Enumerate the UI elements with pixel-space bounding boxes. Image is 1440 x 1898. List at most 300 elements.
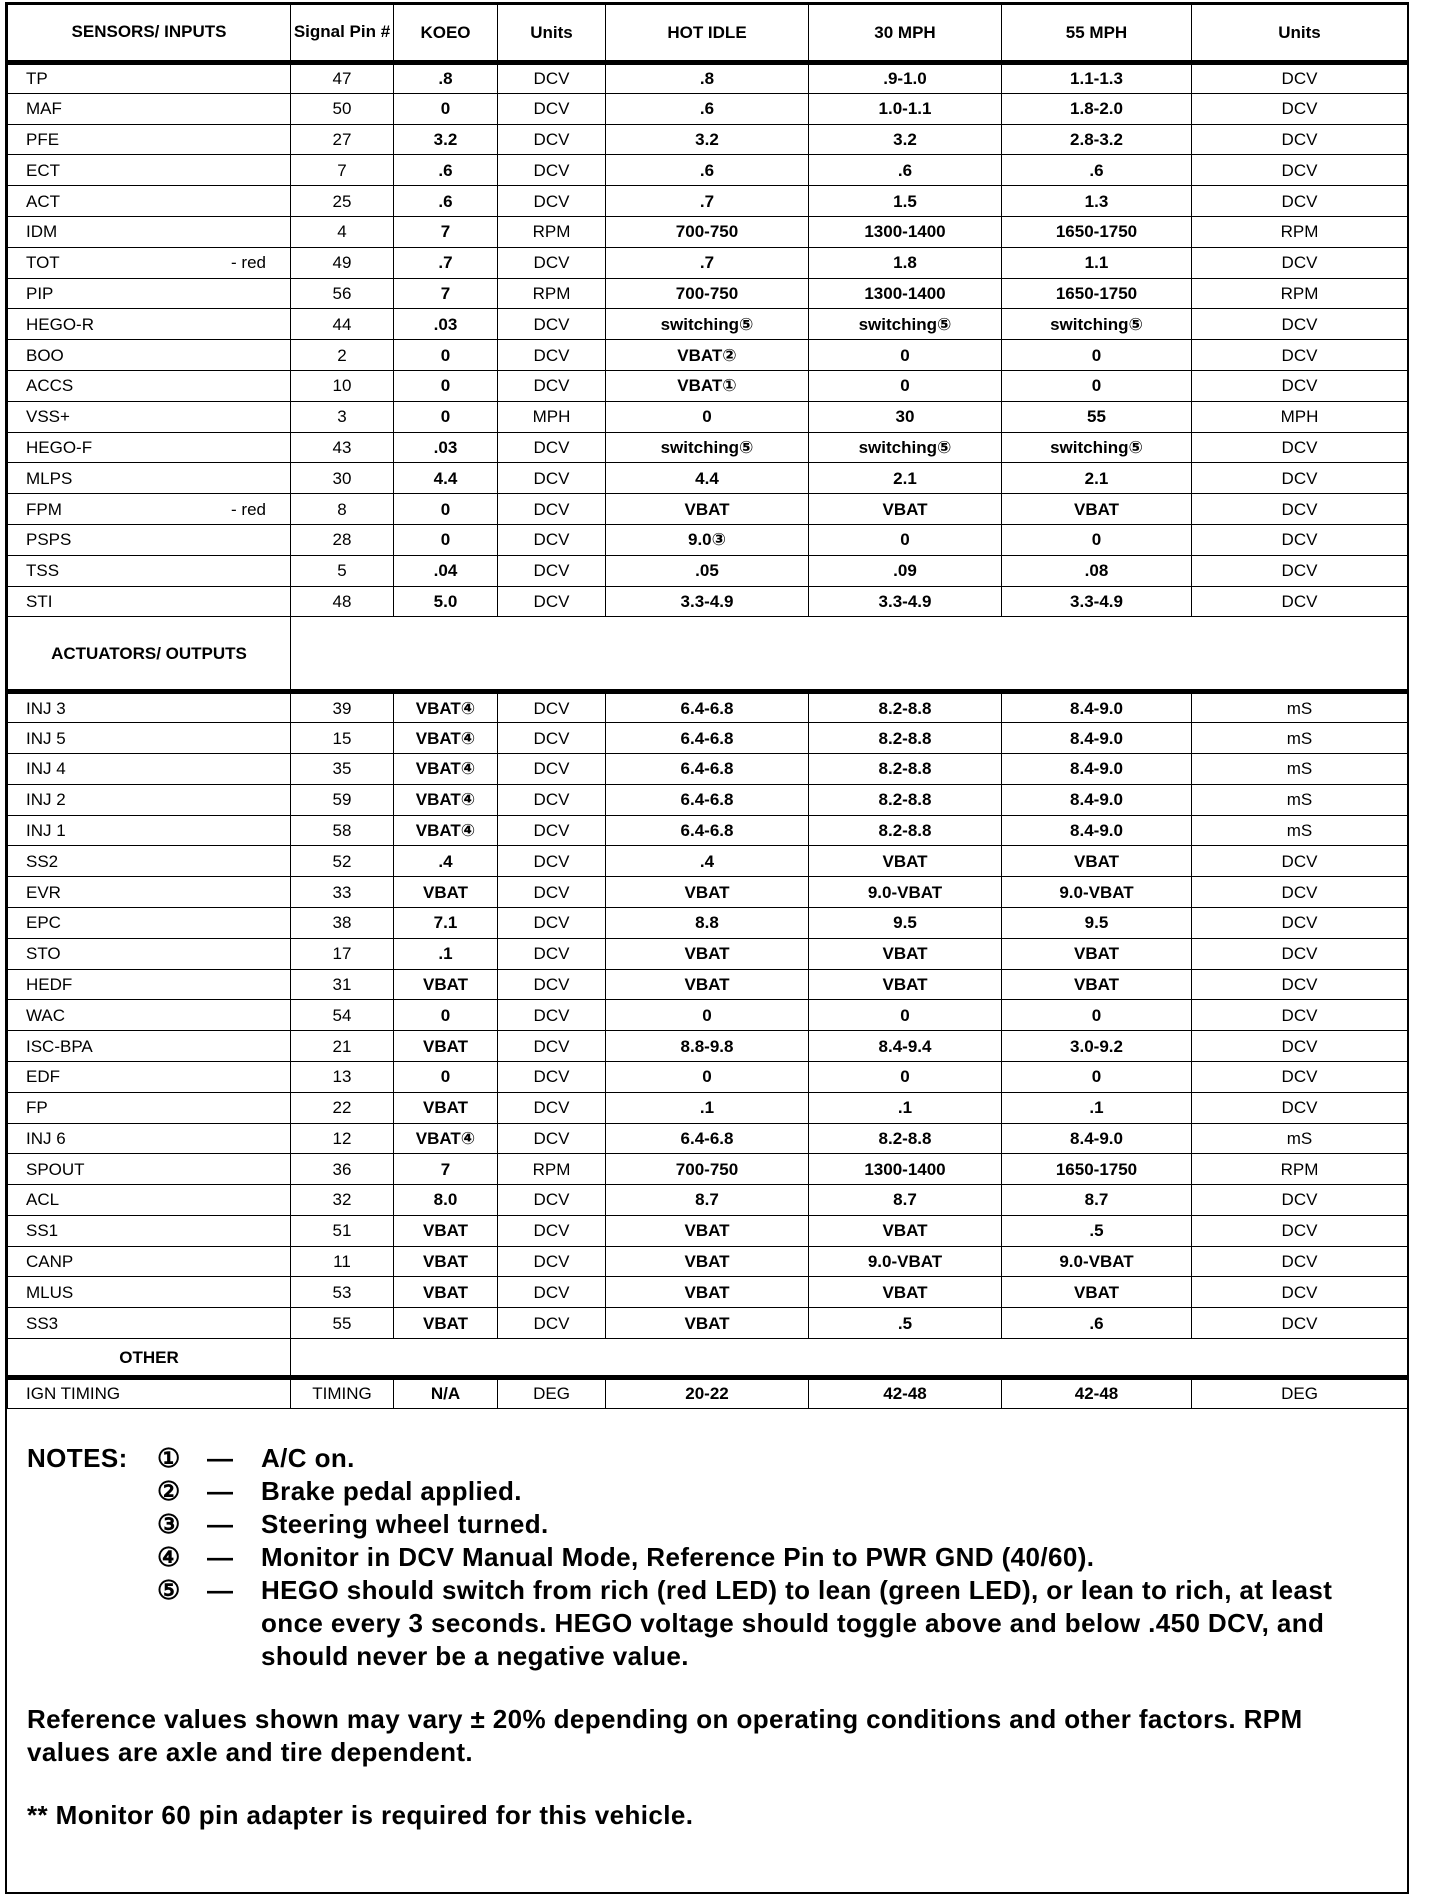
mph55-cell: 1.8-2.0 <box>1002 93 1192 124</box>
units-cell: DCV <box>498 186 606 217</box>
units-cell: DCV <box>498 247 606 278</box>
row-name: SPOUT <box>26 1159 85 1179</box>
units-cell: DCV <box>1192 1308 1408 1339</box>
koeo-cell: VBAT④ <box>394 723 498 754</box>
row-name: VSS+ <box>26 407 70 427</box>
note-item <box>27 1442 1387 1475</box>
table-row <box>8 586 1408 617</box>
mph55-cell: VBAT <box>1002 938 1192 969</box>
notes-heading <box>27 1475 157 1508</box>
signal-pin-cell: 52 <box>291 846 394 877</box>
table-row <box>8 938 1408 969</box>
mph55-cell: 2.8-3.2 <box>1002 124 1192 155</box>
units-cell: DCV <box>498 155 606 186</box>
signal-pin-cell: 48 <box>291 586 394 617</box>
row-label <box>8 370 291 401</box>
koeo-cell: 0 <box>394 370 498 401</box>
units-cell: DCV <box>1192 938 1408 969</box>
mph30-cell: VBAT <box>809 938 1002 969</box>
mph30-cell: 1.0-1.1 <box>809 93 1002 124</box>
row-name: STO <box>26 944 61 964</box>
table-row <box>8 432 1408 463</box>
signal-pin-cell: 51 <box>291 1215 394 1246</box>
units-cell: DCV <box>1192 877 1408 908</box>
table-row <box>8 1215 1408 1246</box>
row-name: INJ 1 <box>26 820 66 840</box>
row-name: INJ 6 <box>26 1128 66 1148</box>
mph30-cell: 0 <box>809 370 1002 401</box>
table-row <box>8 1031 1408 1062</box>
units-cell: DCV <box>498 340 606 371</box>
hot-idle-cell: .6 <box>606 155 809 186</box>
row-label <box>8 723 291 754</box>
hot-idle-cell: .7 <box>606 247 809 278</box>
units-cell: DCV <box>498 370 606 401</box>
mph30-cell: 1300-1400 <box>809 216 1002 247</box>
row-label <box>8 1000 291 1031</box>
note-dash: — <box>207 1443 234 1473</box>
mph30-cell: 1.5 <box>809 186 1002 217</box>
hot-idle-cell: .8 <box>606 63 809 94</box>
notes-heading <box>27 1574 157 1673</box>
koeo-cell: 8.0 <box>394 1185 498 1216</box>
signal-pin-cell: 21 <box>291 1031 394 1062</box>
mph55-cell: 1650-1750 <box>1002 216 1192 247</box>
row-label <box>8 463 291 494</box>
units-cell: DCV <box>1192 555 1408 586</box>
row-name: INJ 4 <box>26 759 66 779</box>
mph55-cell: .5 <box>1002 1215 1192 1246</box>
mph55-cell: 0 <box>1002 1000 1192 1031</box>
table-row <box>8 401 1408 432</box>
mph55-cell: 8.4-9.0 <box>1002 723 1192 754</box>
note-item <box>27 1541 1387 1574</box>
mph55-cell: .6 <box>1002 155 1192 186</box>
units-cell: MPH <box>1192 401 1408 432</box>
table-row <box>8 463 1408 494</box>
koeo-cell: .03 <box>394 309 498 340</box>
header-signal-pin: Signal Pin # <box>291 5 394 63</box>
note-dash: — <box>207 1476 234 1506</box>
koeo-cell: VBAT <box>394 877 498 908</box>
mph55-cell: 3.3-4.9 <box>1002 586 1192 617</box>
other-section-spacer <box>291 1339 1408 1378</box>
row-label <box>8 1215 291 1246</box>
mph30-cell: .5 <box>809 1308 1002 1339</box>
units-cell: DCV <box>1192 1092 1408 1123</box>
actuators-outputs-section-label: ACTUATORS/ OUTPUTS <box>8 617 291 692</box>
mph55-cell: switching⑤ <box>1002 432 1192 463</box>
note-number: ① <box>157 1443 181 1473</box>
row-label <box>8 340 291 371</box>
signal-pin-cell: 10 <box>291 370 394 401</box>
mph30-cell: .09 <box>809 555 1002 586</box>
table-row <box>8 524 1408 555</box>
note-text: Monitor in DCV Manual Mode, Reference Pin to PWR GND (40/60). <box>261 1542 1095 1572</box>
note-item <box>27 1508 1387 1541</box>
signal-pin-cell: 28 <box>291 524 394 555</box>
row-name: ACT <box>26 191 60 211</box>
hot-idle-cell: 6.4-6.8 <box>606 692 809 723</box>
table-row <box>8 1246 1408 1277</box>
units-cell: DCV <box>1192 309 1408 340</box>
notes-section <box>27 1442 1387 1832</box>
actuators-outputs-section <box>8 617 1408 692</box>
row-label <box>8 692 291 723</box>
note-dash: — <box>207 1542 234 1572</box>
table-row <box>8 124 1408 155</box>
mph30-cell: 8.2-8.8 <box>809 723 1002 754</box>
hot-idle-cell: VBAT <box>606 494 809 525</box>
row-name: PFE <box>26 129 60 149</box>
units-cell: RPM <box>498 1154 606 1185</box>
mph30-cell: 0 <box>809 340 1002 371</box>
units-cell: mS <box>1192 723 1408 754</box>
table-row <box>8 1092 1408 1123</box>
hot-idle-cell: 700-750 <box>606 278 809 309</box>
row-label <box>8 1154 291 1185</box>
units-cell: DCV <box>1192 1246 1408 1277</box>
row-label <box>8 186 291 217</box>
mph30-cell: 0 <box>809 524 1002 555</box>
units-cell: DCV <box>498 1246 606 1277</box>
units-cell: DCV <box>1192 494 1408 525</box>
row-label <box>8 1092 291 1123</box>
units-cell: DCV <box>498 124 606 155</box>
mph30-cell: 8.2-8.8 <box>809 1123 1002 1154</box>
table-row <box>8 1185 1408 1216</box>
header-55-mph: 55 MPH <box>1002 5 1192 63</box>
units-cell: mS <box>1192 692 1408 723</box>
units-cell: DCV <box>498 1061 606 1092</box>
row-name: MLUS <box>26 1282 74 1302</box>
hot-idle-cell: 0 <box>606 1000 809 1031</box>
row-label <box>8 494 291 525</box>
row-name: EVR <box>26 882 61 902</box>
units-cell: DCV <box>498 309 606 340</box>
signal-pin-cell: 13 <box>291 1061 394 1092</box>
other-section <box>8 1339 1408 1378</box>
mph30-cell: .9-1.0 <box>809 63 1002 94</box>
units-cell: DCV <box>498 969 606 1000</box>
row-label <box>8 1031 291 1062</box>
row-name: ACCS <box>26 376 74 396</box>
mph55-cell: 1.1 <box>1002 247 1192 278</box>
signal-pin-cell: 36 <box>291 1154 394 1185</box>
hot-idle-cell: 6.4-6.8 <box>606 815 809 846</box>
signal-pin-cell: 49 <box>291 247 394 278</box>
notes-list <box>27 1442 1387 1673</box>
signal-pin-cell: 44 <box>291 309 394 340</box>
row-name: INJ 2 <box>26 790 66 810</box>
signal-pin-cell: 22 <box>291 1092 394 1123</box>
mph55-cell: 8.4-9.0 <box>1002 815 1192 846</box>
table-row <box>8 340 1408 371</box>
units-cell: mS <box>1192 1123 1408 1154</box>
hot-idle-cell: 8.8 <box>606 907 809 938</box>
mph30-cell: 0 <box>809 1061 1002 1092</box>
row-name: HEGO-R <box>26 314 94 334</box>
signal-pin-cell: 47 <box>291 63 394 94</box>
signal-pin-cell: 56 <box>291 278 394 309</box>
row-name: EPC <box>26 913 61 933</box>
row-label <box>8 1185 291 1216</box>
table-row <box>8 784 1408 815</box>
units-cell: RPM <box>1192 278 1408 309</box>
row-name: ISC-BPA <box>26 1036 93 1056</box>
notes-heading <box>27 1541 157 1574</box>
units-cell: DCV <box>498 1000 606 1031</box>
row-name: FPM <box>26 499 62 519</box>
row-label <box>8 216 291 247</box>
table-row <box>8 186 1408 217</box>
header-units-2: Units <box>1192 5 1408 63</box>
row-label <box>8 155 291 186</box>
signal-pin-cell: 4 <box>291 216 394 247</box>
signal-pin-cell: 30 <box>291 463 394 494</box>
hot-idle-cell: VBAT② <box>606 340 809 371</box>
units-cell: RPM <box>498 278 606 309</box>
row-label <box>8 247 291 278</box>
units-cell: DCV <box>1192 186 1408 217</box>
adapter-note: ** Monitor 60 pin adapter is required for this vehicle. <box>27 1800 694 1830</box>
table-row <box>8 1000 1408 1031</box>
row-label <box>8 555 291 586</box>
koeo-cell: VBAT④ <box>394 784 498 815</box>
hot-idle-cell: 700-750 <box>606 1154 809 1185</box>
mph30-cell: 9.0-VBAT <box>809 1246 1002 1277</box>
signal-pin-cell: 3 <box>291 401 394 432</box>
row-label <box>8 753 291 784</box>
row-suffix: - red <box>231 253 266 273</box>
mph55-cell: 2.1 <box>1002 463 1192 494</box>
units-cell: DCV <box>1192 1031 1408 1062</box>
units-cell: DCV <box>1192 1000 1408 1031</box>
mph30-cell: 8.2-8.8 <box>809 784 1002 815</box>
note-dash: — <box>207 1575 234 1605</box>
units-cell: DCV <box>498 555 606 586</box>
units-cell: DCV <box>498 1277 606 1308</box>
signal-pin-cell: 27 <box>291 124 394 155</box>
note-number: ③ <box>157 1509 181 1539</box>
mph30-cell: 3.2 <box>809 124 1002 155</box>
mph30-cell: 8.4-9.4 <box>809 1031 1002 1062</box>
units-cell: DCV <box>498 586 606 617</box>
row-label <box>8 907 291 938</box>
row-name: IDM <box>26 222 58 242</box>
koeo-cell: VBAT <box>394 1246 498 1277</box>
row-name: CANP <box>26 1252 74 1272</box>
header-sensors-inputs: SENSORS/ INPUTS <box>8 5 291 63</box>
units-cell: DCV <box>1192 907 1408 938</box>
row-name: BOO <box>26 345 64 365</box>
row-label <box>8 846 291 877</box>
table-row <box>8 877 1408 908</box>
hot-idle-cell: .4 <box>606 846 809 877</box>
hot-idle-cell: 8.8-9.8 <box>606 1031 809 1062</box>
mph55-cell: 8.4-9.0 <box>1002 753 1192 784</box>
mph30-cell: 30 <box>809 401 1002 432</box>
mph55-cell: 8.4-9.0 <box>1002 1123 1192 1154</box>
hot-idle-cell: 6.4-6.8 <box>606 753 809 784</box>
units-cell: DCV <box>498 907 606 938</box>
units-cell: DCV <box>498 1215 606 1246</box>
header-koeo: KOEO <box>394 5 498 63</box>
hot-idle-cell: VBAT <box>606 1308 809 1339</box>
units-cell: mS <box>1192 815 1408 846</box>
units-cell: RPM <box>1192 216 1408 247</box>
signal-pin-cell: 12 <box>291 1123 394 1154</box>
koeo-cell: 0 <box>394 1000 498 1031</box>
mph30-cell: .1 <box>809 1092 1002 1123</box>
table-row <box>8 370 1408 401</box>
signal-pin-cell: 32 <box>291 1185 394 1216</box>
mph30-cell: 8.7 <box>809 1185 1002 1216</box>
hot-idle-cell: 4.4 <box>606 463 809 494</box>
units-cell: DCV <box>1192 432 1408 463</box>
mph30-cell: VBAT <box>809 846 1002 877</box>
koeo-cell: VBAT <box>394 1308 498 1339</box>
hot-idle-cell: VBAT <box>606 969 809 1000</box>
row-name: ACL <box>26 1190 60 1210</box>
koeo-cell: VBAT④ <box>394 692 498 723</box>
units-cell: DCV <box>1192 1277 1408 1308</box>
koeo-cell: .8 <box>394 63 498 94</box>
signal-pin-cell: 39 <box>291 692 394 723</box>
row-label <box>8 1061 291 1092</box>
table-row <box>8 907 1408 938</box>
row-name: TSS <box>26 561 60 581</box>
signal-pin-cell: 58 <box>291 815 394 846</box>
row-label <box>8 1277 291 1308</box>
row-label <box>8 432 291 463</box>
mph30-cell: VBAT <box>809 1277 1002 1308</box>
mph55-cell: 9.0-VBAT <box>1002 877 1192 908</box>
signal-pin-cell: 15 <box>291 723 394 754</box>
hot-idle-cell: 9.0③ <box>606 524 809 555</box>
signal-pin-cell: 43 <box>291 432 394 463</box>
koeo-cell: 0 <box>394 494 498 525</box>
hot-idle-cell: 6.4-6.8 <box>606 723 809 754</box>
mph55-cell: 1650-1750 <box>1002 1154 1192 1185</box>
signal-pin-cell: 8 <box>291 494 394 525</box>
units-cell: DCV <box>498 63 606 94</box>
units-cell: DCV <box>498 524 606 555</box>
signal-pin-cell: 38 <box>291 907 394 938</box>
table-row <box>8 1123 1408 1154</box>
units-cell: DCV <box>498 877 606 908</box>
row-name: MAF <box>26 99 62 119</box>
koeo-cell: 0 <box>394 340 498 371</box>
notes-heading <box>27 1508 157 1541</box>
table-row <box>8 692 1408 723</box>
koeo-cell: N/A <box>394 1378 498 1409</box>
row-name: SS2 <box>26 851 59 871</box>
units-cell: DCV <box>1192 63 1408 94</box>
note-text: HEGO should switch from rich (red LED) to lean (green LED), or lean to rich, at least once every 3 seconds. HEGO voltage should toggle above and below .450 DCV, and should never be a negative value. <box>261 1575 1333 1671</box>
koeo-cell: .6 <box>394 155 498 186</box>
row-name: FP <box>26 1098 48 1118</box>
koeo-cell: 4.4 <box>394 463 498 494</box>
units-cell: DCV <box>498 93 606 124</box>
units-cell: DCV <box>1192 846 1408 877</box>
mph55-cell: 1650-1750 <box>1002 278 1192 309</box>
mph55-cell: 0 <box>1002 370 1192 401</box>
koeo-cell: 0 <box>394 1061 498 1092</box>
koeo-cell: 5.0 <box>394 586 498 617</box>
row-label <box>8 1246 291 1277</box>
table-row <box>8 1154 1408 1185</box>
mph30-cell: 2.1 <box>809 463 1002 494</box>
units-cell: DCV <box>498 784 606 815</box>
note-number: ② <box>157 1476 181 1506</box>
table-row <box>8 216 1408 247</box>
hot-idle-cell: .6 <box>606 93 809 124</box>
units-cell: RPM <box>1192 1154 1408 1185</box>
mph30-cell: switching⑤ <box>809 309 1002 340</box>
table-row <box>8 278 1408 309</box>
row-label <box>8 815 291 846</box>
mph55-cell: VBAT <box>1002 969 1192 1000</box>
mph55-cell: .1 <box>1002 1092 1192 1123</box>
units-cell: DCV <box>1192 370 1408 401</box>
mph30-cell: 8.2-8.8 <box>809 815 1002 846</box>
table-row <box>8 155 1408 186</box>
mph30-cell: 1.8 <box>809 247 1002 278</box>
koeo-cell: .04 <box>394 555 498 586</box>
table-row <box>8 309 1408 340</box>
note-text: Brake pedal applied. <box>261 1476 522 1506</box>
mph55-cell: VBAT <box>1002 846 1192 877</box>
row-name: EDF <box>26 1067 60 1087</box>
note-text: Steering wheel turned. <box>261 1509 549 1539</box>
table-row <box>8 93 1408 124</box>
mph55-cell: 55 <box>1002 401 1192 432</box>
units-cell: DCV <box>498 1308 606 1339</box>
row-name: TOT <box>26 253 60 273</box>
mph30-cell: VBAT <box>809 1215 1002 1246</box>
hot-idle-cell: .7 <box>606 186 809 217</box>
note-item <box>27 1574 1387 1673</box>
row-label <box>8 63 291 94</box>
row-label <box>8 1308 291 1339</box>
units-cell: DCV <box>1192 463 1408 494</box>
units-cell: DCV <box>1192 1061 1408 1092</box>
note-number: ⑤ <box>157 1575 181 1605</box>
signal-pin-cell: 17 <box>291 938 394 969</box>
koeo-cell: 7 <box>394 216 498 247</box>
koeo-cell: 0 <box>394 524 498 555</box>
header-30-mph: 30 MPH <box>809 5 1002 63</box>
hot-idle-cell: 20-22 <box>606 1378 809 1409</box>
units-cell: DCV <box>498 815 606 846</box>
hot-idle-cell: 8.7 <box>606 1185 809 1216</box>
mph55-cell: VBAT <box>1002 1277 1192 1308</box>
signal-pin-cell: 50 <box>291 93 394 124</box>
koeo-cell: .1 <box>394 938 498 969</box>
hot-idle-cell: 6.4-6.8 <box>606 1123 809 1154</box>
row-name: MLPS <box>26 468 73 488</box>
units-cell: DCV <box>1192 340 1408 371</box>
mph55-cell: .08 <box>1002 555 1192 586</box>
mph55-cell: 0 <box>1002 1061 1192 1092</box>
table-row <box>8 63 1408 94</box>
hot-idle-cell: VBAT① <box>606 370 809 401</box>
signal-pin-cell: 25 <box>291 186 394 217</box>
table-row <box>8 1378 1408 1409</box>
signal-pin-cell: 55 <box>291 1308 394 1339</box>
mph55-cell: 9.0-VBAT <box>1002 1246 1192 1277</box>
